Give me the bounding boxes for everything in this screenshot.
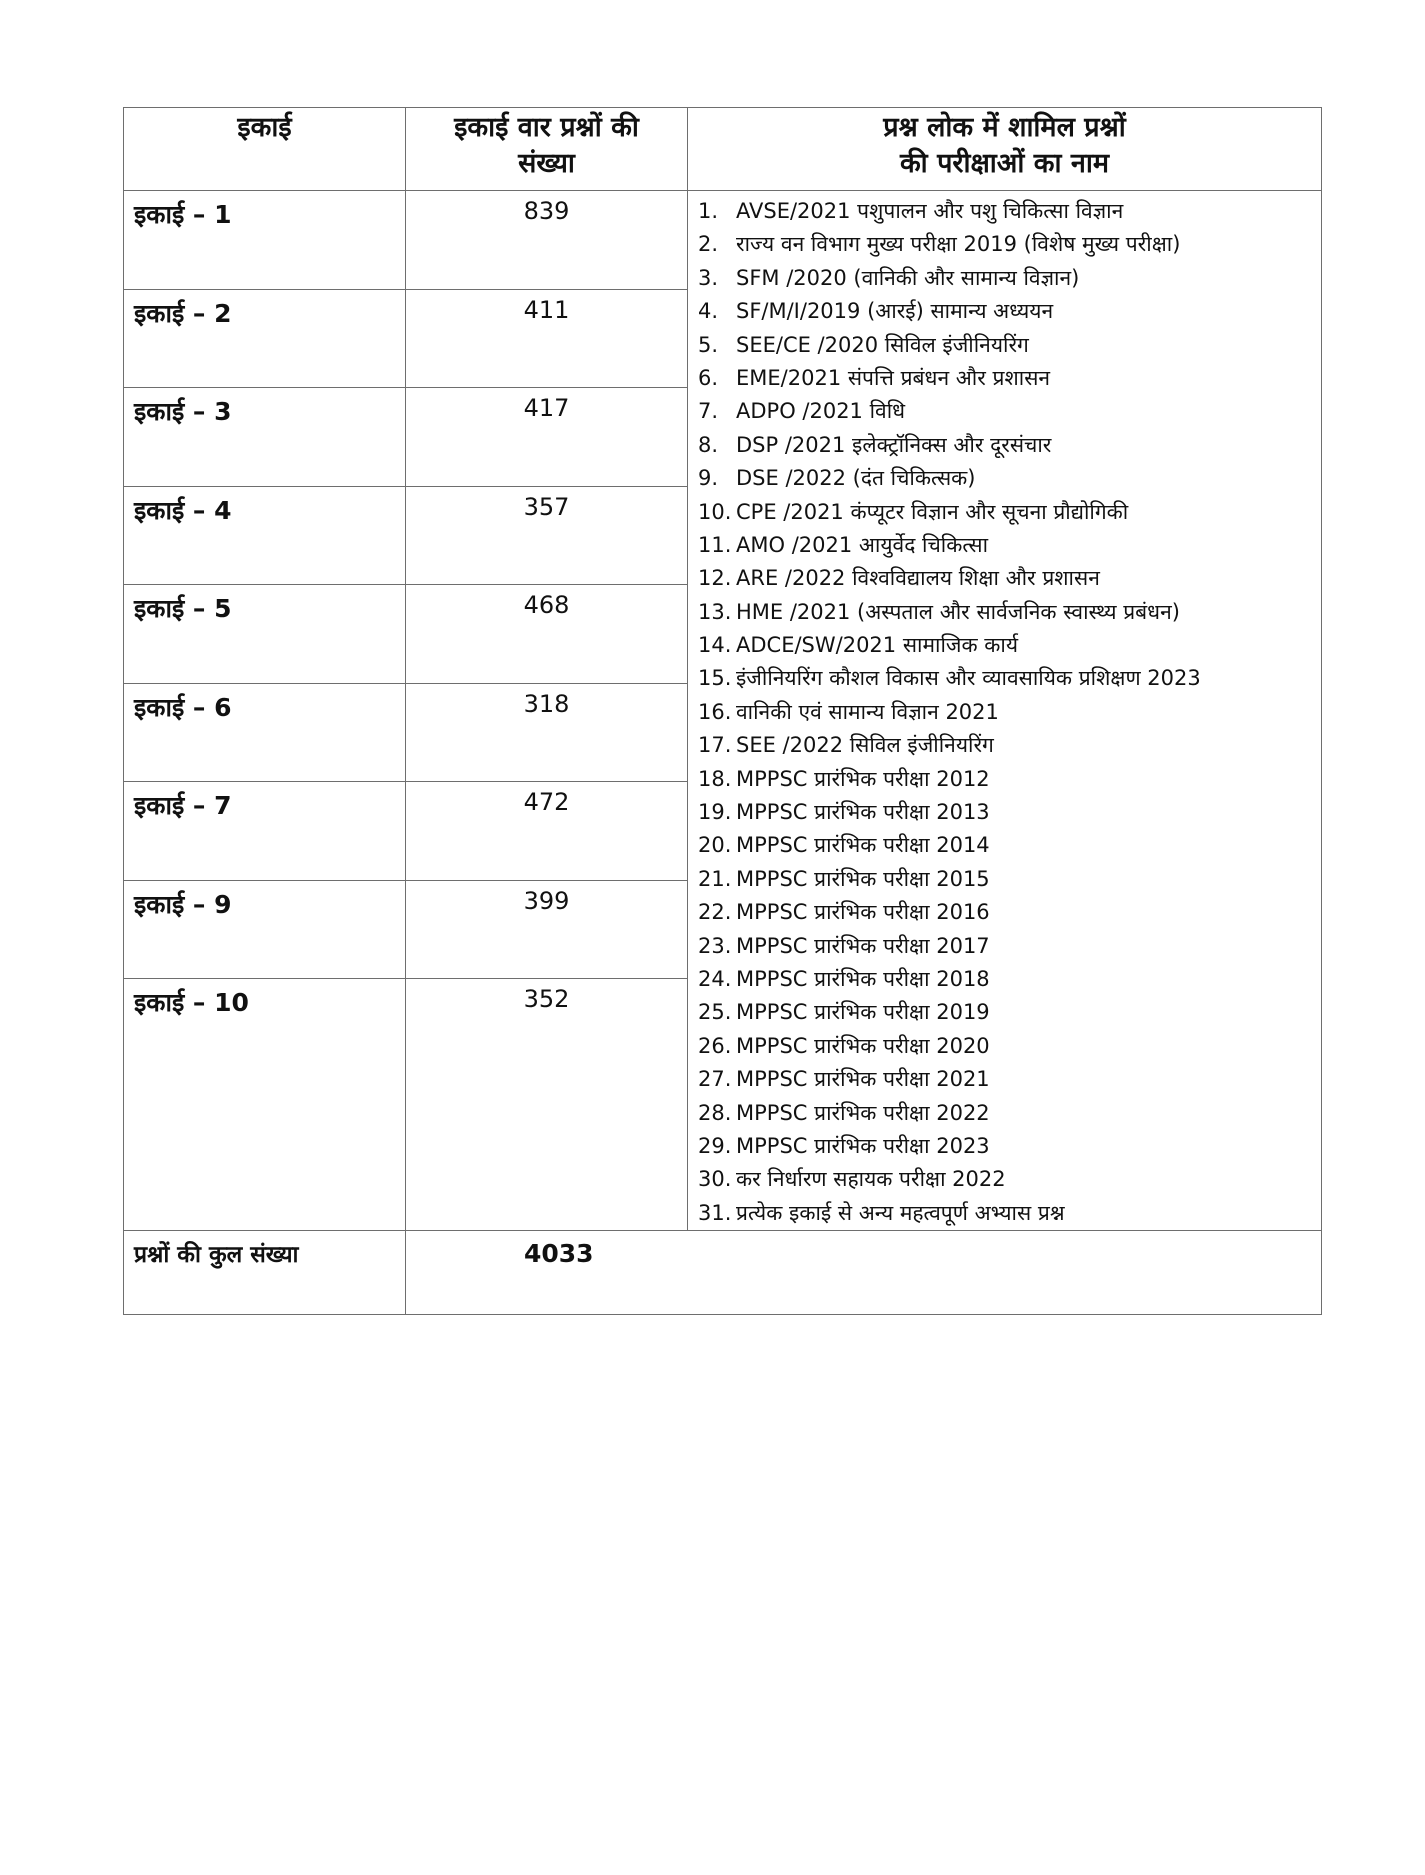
list-item-number: 8.	[698, 432, 719, 457]
list-item	[698, 863, 1317, 896]
list-item-number: 24.	[698, 966, 732, 991]
list-item-text: SFM /2020 (वानिकी और सामान्य विज्ञान)	[736, 265, 1080, 290]
list-item-number: 18.	[698, 766, 732, 791]
list-item-text: MPPSC प्रारंभिक परीक्षा 2022	[736, 1100, 990, 1125]
unit-name: इकाई – 1	[124, 191, 406, 290]
list-item-number: 14.	[698, 633, 732, 658]
list-item-text: MPPSC प्रारंभिक परीक्षा 2018	[736, 966, 990, 991]
unit-name: इकाई – 5	[124, 585, 406, 684]
unit-count: 411	[406, 289, 688, 388]
list-item-number: 29.	[698, 1133, 732, 1158]
list-item-number: 12.	[698, 566, 732, 591]
list-item-text: MPPSC प्रारंभिक परीक्षा 2021	[736, 1067, 990, 1092]
list-item	[698, 562, 1317, 595]
list-item	[698, 395, 1317, 428]
list-item-number: 28.	[698, 1100, 732, 1125]
list-item-number: 5.	[698, 332, 719, 357]
list-item-text: MPPSC प्रारंभिक परीक्षा 2020	[736, 1033, 990, 1058]
list-item-number: 15.	[698, 666, 732, 691]
header-count	[406, 108, 688, 191]
list-item-text: MPPSC प्रारंभिक परीक्षा 2014	[736, 833, 990, 858]
list-item	[698, 462, 1317, 495]
header-unit	[124, 108, 406, 191]
exam-list-cell	[688, 191, 1322, 1231]
list-item	[698, 629, 1317, 662]
list-item-number: 11.	[698, 532, 732, 557]
list-item-text: AMO /2021 आयुर्वेद चिकित्सा	[736, 532, 989, 557]
list-item-number: 26.	[698, 1033, 732, 1058]
list-item-text: MPPSC प्रारंभिक परीक्षा 2019	[736, 1000, 990, 1025]
list-item-number: 13.	[698, 599, 732, 624]
list-item-number: 9.	[698, 466, 719, 491]
list-item	[698, 362, 1317, 395]
list-item-text: कर निर्धारण सहायक परीक्षा 2022	[736, 1167, 1006, 1192]
list-item	[698, 529, 1317, 562]
list-item	[698, 930, 1317, 963]
list-item-number: 31.	[698, 1200, 732, 1225]
list-item-number: 7.	[698, 399, 719, 424]
unit-name: इकाई – 6	[124, 683, 406, 782]
exam-list	[698, 195, 1317, 1230]
list-item-text: MPPSC प्रारंभिक परीक्षा 2023	[736, 1133, 990, 1158]
list-item-text: HME /2021 (अस्पताल और सार्वजनिक स्वास्थ्य प्रबंधन)	[736, 599, 1180, 624]
list-item-text: वानिकी एवं सामान्य विज्ञान 2021	[736, 699, 999, 724]
list-item-text: SEE/CE /2020 सिविल इंजीनियरिंग	[736, 332, 1029, 357]
list-item-number: 4.	[698, 299, 719, 324]
list-item	[698, 228, 1317, 261]
unit-count: 352	[406, 979, 688, 1231]
list-item-text: AVSE/2021 पशुपालन और पशु चिकित्सा विज्ञान	[736, 199, 1124, 223]
unit-name: इकाई – 10	[124, 979, 406, 1231]
list-item-text: DSE /2022 (दंत चिकित्सक)	[736, 466, 976, 491]
unit-count: 357	[406, 486, 688, 585]
list-item	[698, 1063, 1317, 1096]
list-item	[698, 662, 1317, 695]
unit-count: 839	[406, 191, 688, 290]
list-item	[698, 329, 1317, 362]
list-item-text: SEE /2022 सिविल इंजीनियरिंग	[736, 733, 994, 758]
list-item-text: MPPSC प्रारंभिक परीक्षा 2017	[736, 933, 990, 958]
list-item	[698, 963, 1317, 996]
list-item	[698, 729, 1317, 762]
list-item-text: ADPO /2021 विधि	[736, 399, 906, 424]
header-row	[124, 108, 1322, 191]
unit-name: इकाई – 3	[124, 388, 406, 487]
unit-name: इकाई – 9	[124, 880, 406, 979]
unit-count: 468	[406, 585, 688, 684]
list-item-text: MPPSC प्रारंभिक परीक्षा 2012	[736, 766, 990, 791]
total-value: 4033	[406, 1231, 1322, 1315]
list-item	[698, 429, 1317, 462]
header-exams	[688, 108, 1322, 191]
list-item-number: 20.	[698, 833, 732, 858]
list-item	[698, 596, 1317, 629]
unit-count: 318	[406, 683, 688, 782]
list-item-text: DSP /2021 इलेक्ट्रॉनिक्स और दूरसंचार	[736, 432, 1052, 457]
list-item	[698, 896, 1317, 929]
list-item-text: MPPSC प्रारंभिक परीक्षा 2016	[736, 900, 990, 925]
list-item-text: CPE /2021 कंप्यूटर विज्ञान और सूचना प्रौद्योगिकी	[736, 499, 1129, 524]
list-item-text: ARE /2022 विश्वविद्यालय शिक्षा और प्रशासन	[736, 566, 1100, 591]
list-item	[698, 1030, 1317, 1063]
unit-count: 472	[406, 782, 688, 881]
list-item-number: 25.	[698, 1000, 732, 1025]
unit-name: इकाई – 4	[124, 486, 406, 585]
question-summary-table	[123, 107, 1322, 1315]
list-item-text: SF/M/I/2019 (आरई) सामान्य अध्ययन	[736, 299, 1054, 324]
list-item	[698, 696, 1317, 729]
list-item	[698, 1197, 1317, 1230]
list-item	[698, 796, 1317, 829]
list-item-text: MPPSC प्रारंभिक परीक्षा 2013	[736, 800, 990, 825]
unit-count: 417	[406, 388, 688, 487]
list-item-text: EME/2021 संपत्ति प्रबंधन और प्रशासन	[736, 365, 1051, 390]
list-item	[698, 1163, 1317, 1196]
list-item-number: 6.	[698, 365, 719, 390]
list-item-number: 22.	[698, 900, 732, 925]
table-row	[124, 191, 1322, 290]
header-exams-line1: प्रश्न लोक में शामिल प्रश्नों	[883, 112, 1126, 143]
list-item	[698, 829, 1317, 862]
list-item-number: 10.	[698, 499, 732, 524]
list-item-number: 16.	[698, 699, 732, 724]
header-count-line2: संख्या	[518, 148, 575, 179]
list-item-number: 23.	[698, 933, 732, 958]
list-item	[698, 195, 1317, 228]
list-item-number: 30.	[698, 1167, 732, 1192]
list-item-number: 17.	[698, 733, 732, 758]
list-item-number: 3.	[698, 265, 719, 290]
list-item-text: MPPSC प्रारंभिक परीक्षा 2015	[736, 866, 990, 891]
list-item-text: राज्य वन विभाग मुख्य परीक्षा 2019 (विशेष मुख्य परीक्षा)	[736, 232, 1181, 257]
unit-name: इकाई – 2	[124, 289, 406, 388]
list-item-number: 27.	[698, 1067, 732, 1092]
list-item-text: इंजीनियरिंग कौशल विकास और व्यावसायिक प्रशिक्षण 2023	[736, 666, 1201, 691]
list-item	[698, 262, 1317, 295]
unit-name: इकाई – 7	[124, 782, 406, 881]
list-item	[698, 496, 1317, 529]
list-item	[698, 295, 1317, 328]
list-item-number: 2.	[698, 232, 719, 257]
list-item	[698, 1097, 1317, 1130]
header-exams-line2: की परीक्षाओं का नाम	[899, 148, 1110, 179]
list-item	[698, 1130, 1317, 1163]
total-row	[124, 1231, 1322, 1315]
header-unit-label: इकाई	[237, 112, 292, 143]
list-item	[698, 763, 1317, 796]
unit-count: 399	[406, 880, 688, 979]
list-item-text: प्रत्येक इकाई से अन्य महत्वपूर्ण अभ्यास प्रश्न	[736, 1200, 1065, 1225]
list-item-number: 1.	[698, 199, 719, 223]
total-label: प्रश्नों की कुल संख्या	[124, 1231, 406, 1315]
list-item	[698, 996, 1317, 1029]
header-count-line1: इकाई वार प्रश्नों की	[454, 112, 639, 143]
list-item-text: ADCE/SW/2021 सामाजिक कार्य	[736, 633, 1019, 658]
list-item-number: 19.	[698, 800, 732, 825]
list-item-number: 21.	[698, 866, 732, 891]
